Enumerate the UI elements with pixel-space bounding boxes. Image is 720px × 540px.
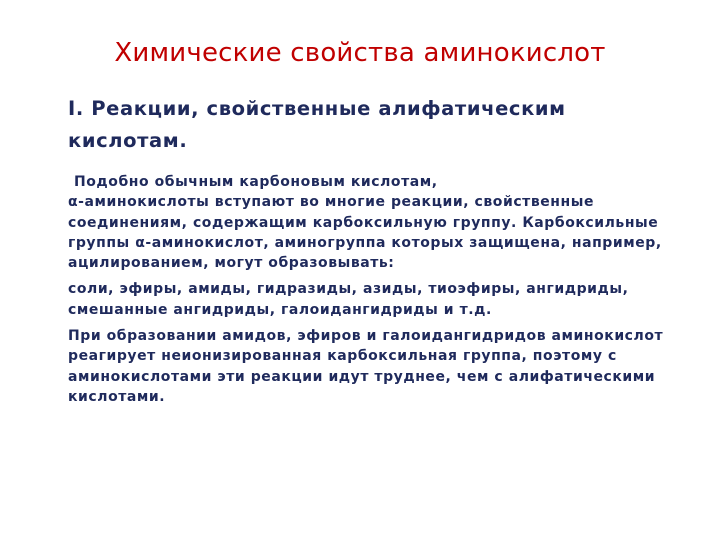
slide-title: Химические свойства аминокислот [114, 38, 606, 68]
paragraph-amides-esters: При образовании амидов, эфиров и галоидангидридов аминокислот реагирует неионизированная карбоксильная группа, поэтому с аминокислотами эти реакции идут труднее, чем с алифатическими кислотами. [68, 328, 664, 405]
slide-body [68, 172, 708, 407]
section-heading: I. Реакции, свойственные алифатическим кислотам. [68, 97, 566, 152]
paragraph-reactions: α-аминокислоты вступают во многие реакции, свойственные соединениям, содержащим карбоксильную группу. Карбоксильные группы α-аминокислот, аминогруппа которых защищена, например, ацилированием, могут образовывать: [68, 194, 662, 272]
intro-line: Подобно обычным карбоновым кислотам, [74, 174, 438, 190]
paragraph-derivatives-list: соли, эфиры, амиды, гидразиды, азиды, тиоэфиры, ангидриды, смешанные ангидриды, галоидангидриды и т.д. [68, 281, 629, 318]
